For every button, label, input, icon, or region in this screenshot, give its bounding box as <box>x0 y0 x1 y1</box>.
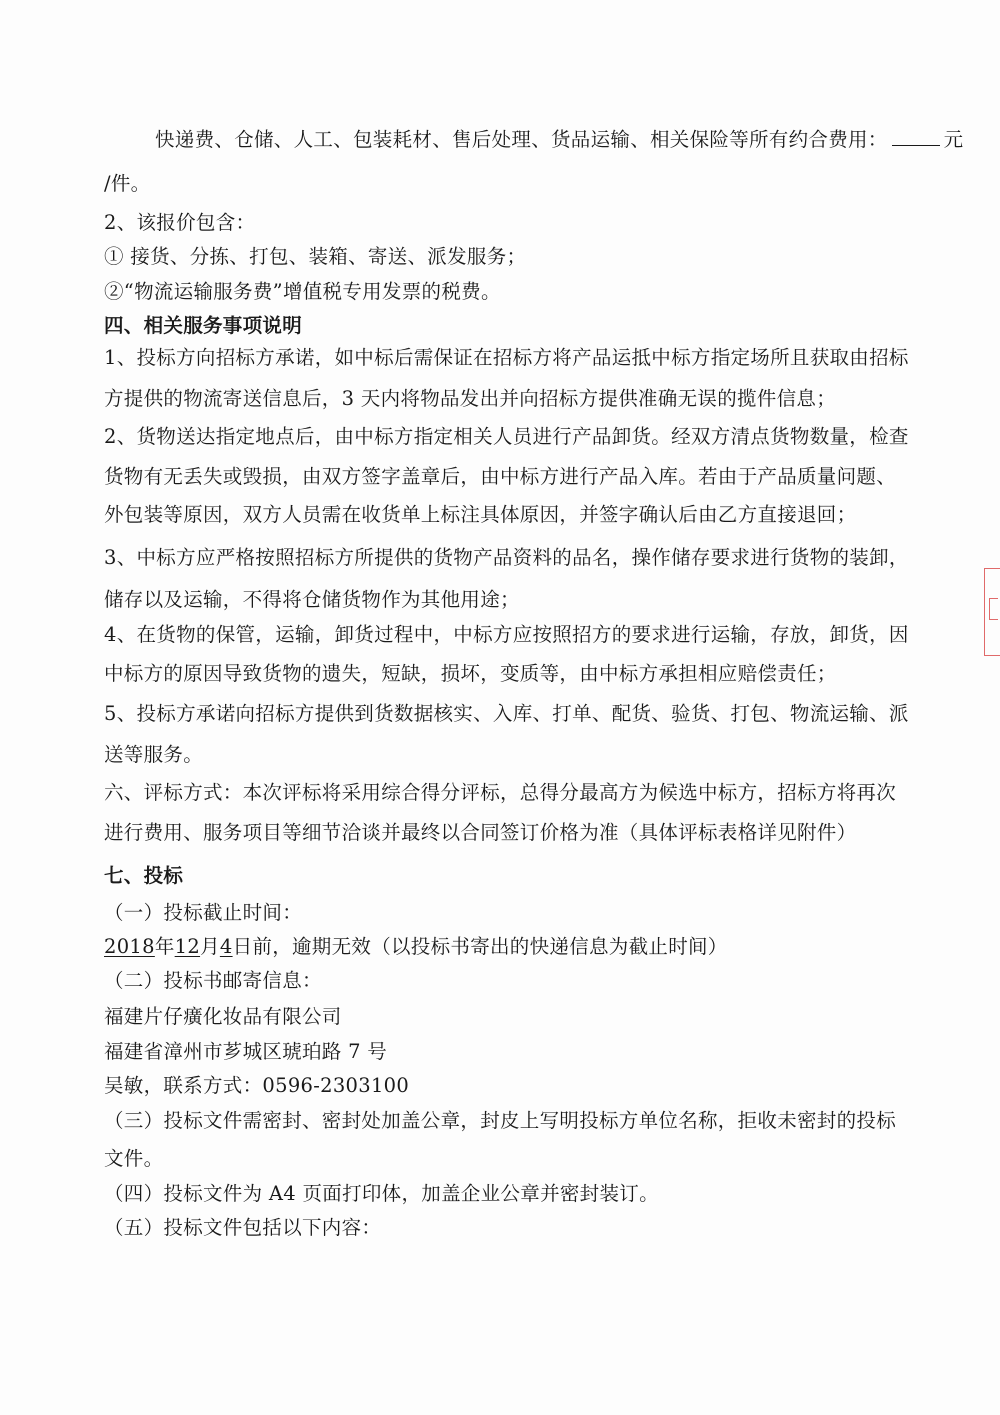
quote-include-2: ②“物流运输服务费”增值税专用发票的税费。 <box>104 280 501 303</box>
item-2-line-2: 货物有无丢失或毁损，由双方签字盖章后，由中标方进行产品入库。若由于产品质量问题、 <box>104 465 897 488</box>
sealing-line-1: （三）投标文件需密封、密封处加盖公章，封皮上写明投标方单位名称，拒收未密封的投标 <box>104 1109 897 1132</box>
deadline-day: 4 <box>219 935 233 958</box>
item-1-line-1: 1、投标方向招标方承诺，如中标后需保证在招标方将产品运抵中标方指定场所且获取由招标 <box>104 346 909 369</box>
fee-unit: 元 <box>943 128 964 151</box>
deadline-year: 2018 <box>104 935 155 958</box>
item-3-line-2: 储存以及运输，不得将仓储货物作为其他用途； <box>104 588 520 611</box>
deadline-title: （一）投标截止时间： <box>104 901 303 924</box>
mailing-contact: 吴敏，联系方式：0596-2303100 <box>104 1074 410 1097</box>
item-2-line-3: 外包装等原因，双方人员需在收货单上标注具体原因，并签字确认后由乙方直接退回； <box>104 503 857 526</box>
fee-unit-cont: /件。 <box>104 172 151 195</box>
item-4-line-1: 4、在货物的保管，运输，卸货过程中，中标方应按照招方的要求进行运输，存放，卸货，因 <box>104 623 909 646</box>
contents-line: （五）投标文件包括以下内容： <box>104 1216 382 1239</box>
deadline-date-line <box>104 934 728 960</box>
deadline-month: 12 <box>174 935 201 958</box>
seal-fragment-mark <box>989 598 998 620</box>
deadline-rest: 日前，逾期无效（以投标书寄出的快递信息为截止时间） <box>232 935 728 958</box>
quote-include-title: 2、该报价包含： <box>104 211 256 234</box>
quote-include-1: ① 接货、分拣、打包、装箱、寄送、派发服务； <box>104 245 527 268</box>
item-5-line-2: 送等服务。 <box>104 743 204 766</box>
fee-line <box>155 127 963 153</box>
fee-text: 快递费、仓储、人工、包装耗材、售后处理、货品运输、相关保险等所有约合费用： <box>155 128 888 151</box>
item-5-line-1: 5、投标方承诺向招标方提供到货数据核实、入库、打单、配货、验货、打包、物流运输、派 <box>104 702 909 725</box>
sealing-line-2: 文件。 <box>104 1147 164 1170</box>
mailing-address: 福建省漳州市芗城区琥珀路 7 号 <box>104 1040 388 1063</box>
item-1-line-2: 方提供的物流寄送信息后，3 天内将物品发出并向招标方提供准确无误的揽件信息； <box>104 387 837 410</box>
deadline-year-unit: 年 <box>154 935 175 958</box>
mailing-company: 福建片仔癀化妆品有限公司 <box>104 1005 342 1028</box>
format-line: （四）投标文件为 A4 页面打印体，加盖企业公章并密封装订。 <box>104 1182 659 1205</box>
evaluation-line-2: 进行费用、服务项目等细节洽谈并最终以合同签订价格为准（具体评标表格详见附件） <box>104 821 857 844</box>
deadline-month-unit: 月 <box>200 935 220 958</box>
item-3-line-1: 3、中标方应严格按照招标方所提供的货物产品资料的品名，操作储存要求进行货物的装卸， <box>104 546 909 569</box>
section-7-heading: 七、投标 <box>104 864 184 887</box>
item-2-line-1: 2、货物送达指定地点后，由中标方指定相关人员进行产品卸货。经双方清点货物数量，检查 <box>104 425 909 448</box>
item-4-line-2: 中标方的原因导致货物的遗失，短缺，损坏，变质等，由中标方承担相应赔偿责任； <box>104 662 837 685</box>
evaluation-line-1: 六、评标方式：本次评标将采用综合得分评标，总得分最高方为候选中标方，招标方将再次 <box>104 781 897 804</box>
fee-blank <box>892 127 940 146</box>
mailing-title: （二）投标书邮寄信息： <box>104 969 322 992</box>
section-4-heading: 四、相关服务事项说明 <box>104 314 303 337</box>
